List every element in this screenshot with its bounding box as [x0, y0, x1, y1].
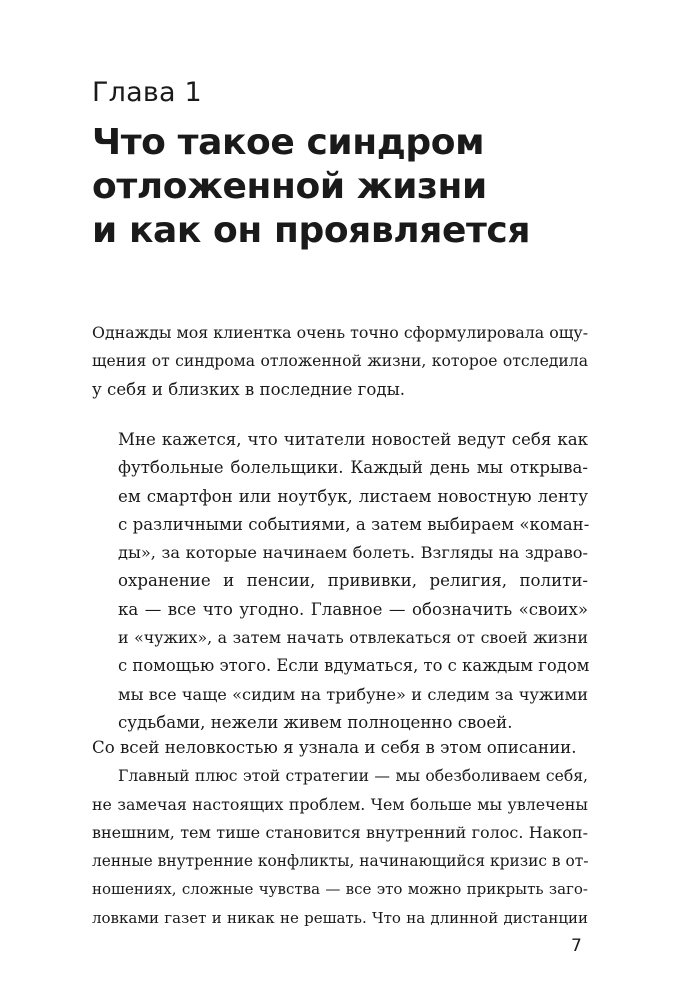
text-line: футбольные болельщики. Каждый день мы открыва- [118, 458, 588, 478]
text-line: с помощью этого. Если вдуматься, то с каждым годом [118, 656, 590, 676]
body-paragraph [92, 734, 588, 932]
page-number: 7 [571, 936, 582, 956]
text-line: ленные внутренние конфликты, начинающийся кризис в от- [92, 852, 589, 871]
text-line: ем смартфон или ноутбук, листаем новостную ленту [118, 486, 588, 506]
text-line: внешним, тем тише становится внутренний голос. Накоп- [92, 822, 588, 842]
chapter-title [92, 121, 612, 253]
text-line: щения от синдрома отложенной жизни, которое отследила [92, 352, 588, 371]
text-line: ка — все что угодно. Главное — обозначить «своих» [118, 599, 588, 619]
text-line: Мне кажется, что читатели новостей ведут себя как [118, 430, 588, 449]
text-line: мы все чаще «сидим на трибуне» и следим за чужими [118, 684, 588, 704]
chapter-title-line: и как он проявляется [92, 210, 531, 251]
text-line: судьбами, нежели живем полноценно своей. [118, 712, 513, 732]
chapter-title-line: Что такое синдром [92, 122, 485, 163]
intro-paragraph [92, 319, 588, 404]
chapter-label: Глава 1 [92, 77, 202, 108]
text-line: у себя и близких в последние годы. [92, 379, 406, 399]
chapter-title-line: отложенной жизни [92, 166, 487, 207]
text-line: Однажды моя клиентка очень точно сформулировала ощу- [92, 323, 589, 342]
text-line: и «чужих», а затем начать отвлекаться от своей жизни [118, 628, 588, 648]
quote-paragraph [118, 426, 588, 737]
text-line: Главный плюс этой стратегии — мы обезболиваем себя, [118, 767, 588, 786]
text-line: ношениях, сложные чувства — все это можно прикрыть заго- [92, 880, 588, 899]
text-line: охранение и пенсии, прививки, религия, полити- [118, 571, 588, 591]
text-line: не замечая настоящих проблем. Чем больше мы увлечены [92, 794, 588, 814]
text-line: ды», за которые начинаем болеть. Взгляды на здраво- [118, 543, 588, 563]
text-line: с различными событиями, а затем выбираем «коман- [118, 514, 590, 534]
text-line: Со всей неловкостью я узнала и себя в этом описании. [92, 738, 577, 757]
text-line: ловками газет и никак не решать. Что на длинной дистанции [92, 908, 588, 927]
